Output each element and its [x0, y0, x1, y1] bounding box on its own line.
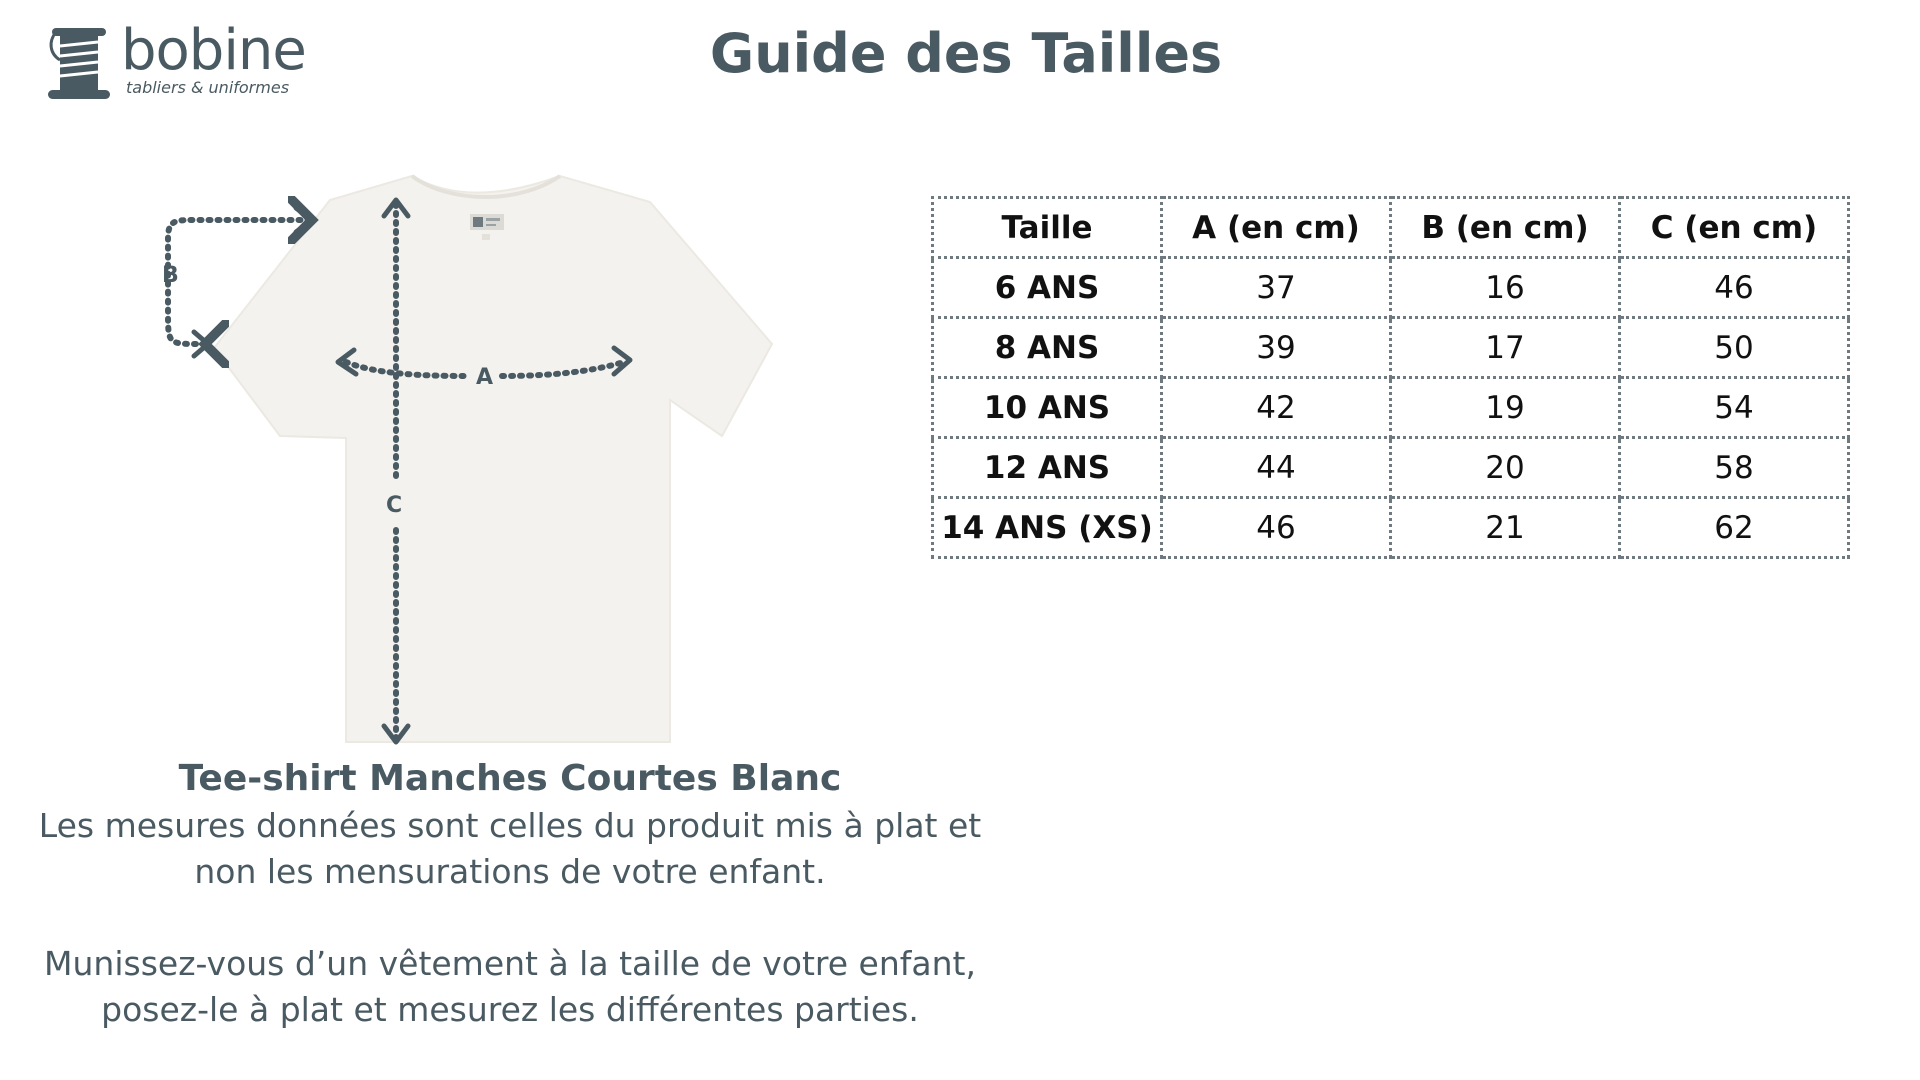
value-cell: 19	[1391, 378, 1620, 438]
measurement-label-b: B	[162, 263, 179, 288]
tshirt-shape	[214, 176, 772, 742]
value-cell: 58	[1620, 438, 1849, 498]
value-cell: 37	[1162, 258, 1391, 318]
size-cell: 8 ANS	[933, 318, 1162, 378]
measurement-note-line: non les mensurations de votre enfant.	[194, 852, 826, 891]
tshirt-diagram	[150, 168, 790, 758]
table-row	[933, 318, 1849, 378]
value-cell: 44	[1162, 438, 1391, 498]
header-a: A (en cm)	[1162, 198, 1391, 258]
value-cell: 16	[1391, 258, 1620, 318]
measurement-label-c: C	[386, 493, 403, 518]
measurement-note-line: Les mesures données sont celles du produit mis à plat et	[38, 806, 982, 845]
product-name: Tee-shirt Manches Courtes Blanc	[178, 758, 842, 799]
header-c: C (en cm)	[1620, 198, 1849, 258]
table-header-row	[933, 198, 1849, 258]
value-cell: 39	[1162, 318, 1391, 378]
value-cell: 42	[1162, 378, 1391, 438]
value-cell: 50	[1620, 318, 1849, 378]
logo-wordmark: bobine	[121, 18, 306, 83]
page-title: Guide des Tailles	[709, 22, 1223, 85]
header-b: B (en cm)	[1391, 198, 1620, 258]
value-cell: 62	[1620, 498, 1849, 558]
table-row	[933, 438, 1849, 498]
logo-tagline: tabliers & uniformes	[126, 78, 290, 97]
header-size: Taille	[933, 198, 1162, 258]
product-caption	[20, 755, 1000, 1033]
value-cell: 17	[1391, 318, 1620, 378]
value-cell: 46	[1620, 258, 1849, 318]
value-cell: 20	[1391, 438, 1620, 498]
table-row	[933, 258, 1849, 318]
spacer	[20, 895, 1000, 941]
size-cell: 10 ANS	[933, 378, 1162, 438]
instruction-line: Munissez-vous d’un vêtement à la taille de votre enfant,	[44, 944, 976, 983]
value-cell: 54	[1620, 378, 1849, 438]
table-row	[933, 378, 1849, 438]
size-table	[931, 196, 1850, 559]
value-cell: 46	[1162, 498, 1391, 558]
instruction-line: posez-le à plat et mesurez les différentes parties.	[101, 990, 919, 1029]
size-cell: 12 ANS	[933, 438, 1162, 498]
size-cell: 6 ANS	[933, 258, 1162, 318]
measurement-label-a: A	[476, 365, 494, 390]
value-cell: 21	[1391, 498, 1620, 558]
size-cell: 14 ANS (XS)	[933, 498, 1162, 558]
table-row	[933, 498, 1849, 558]
